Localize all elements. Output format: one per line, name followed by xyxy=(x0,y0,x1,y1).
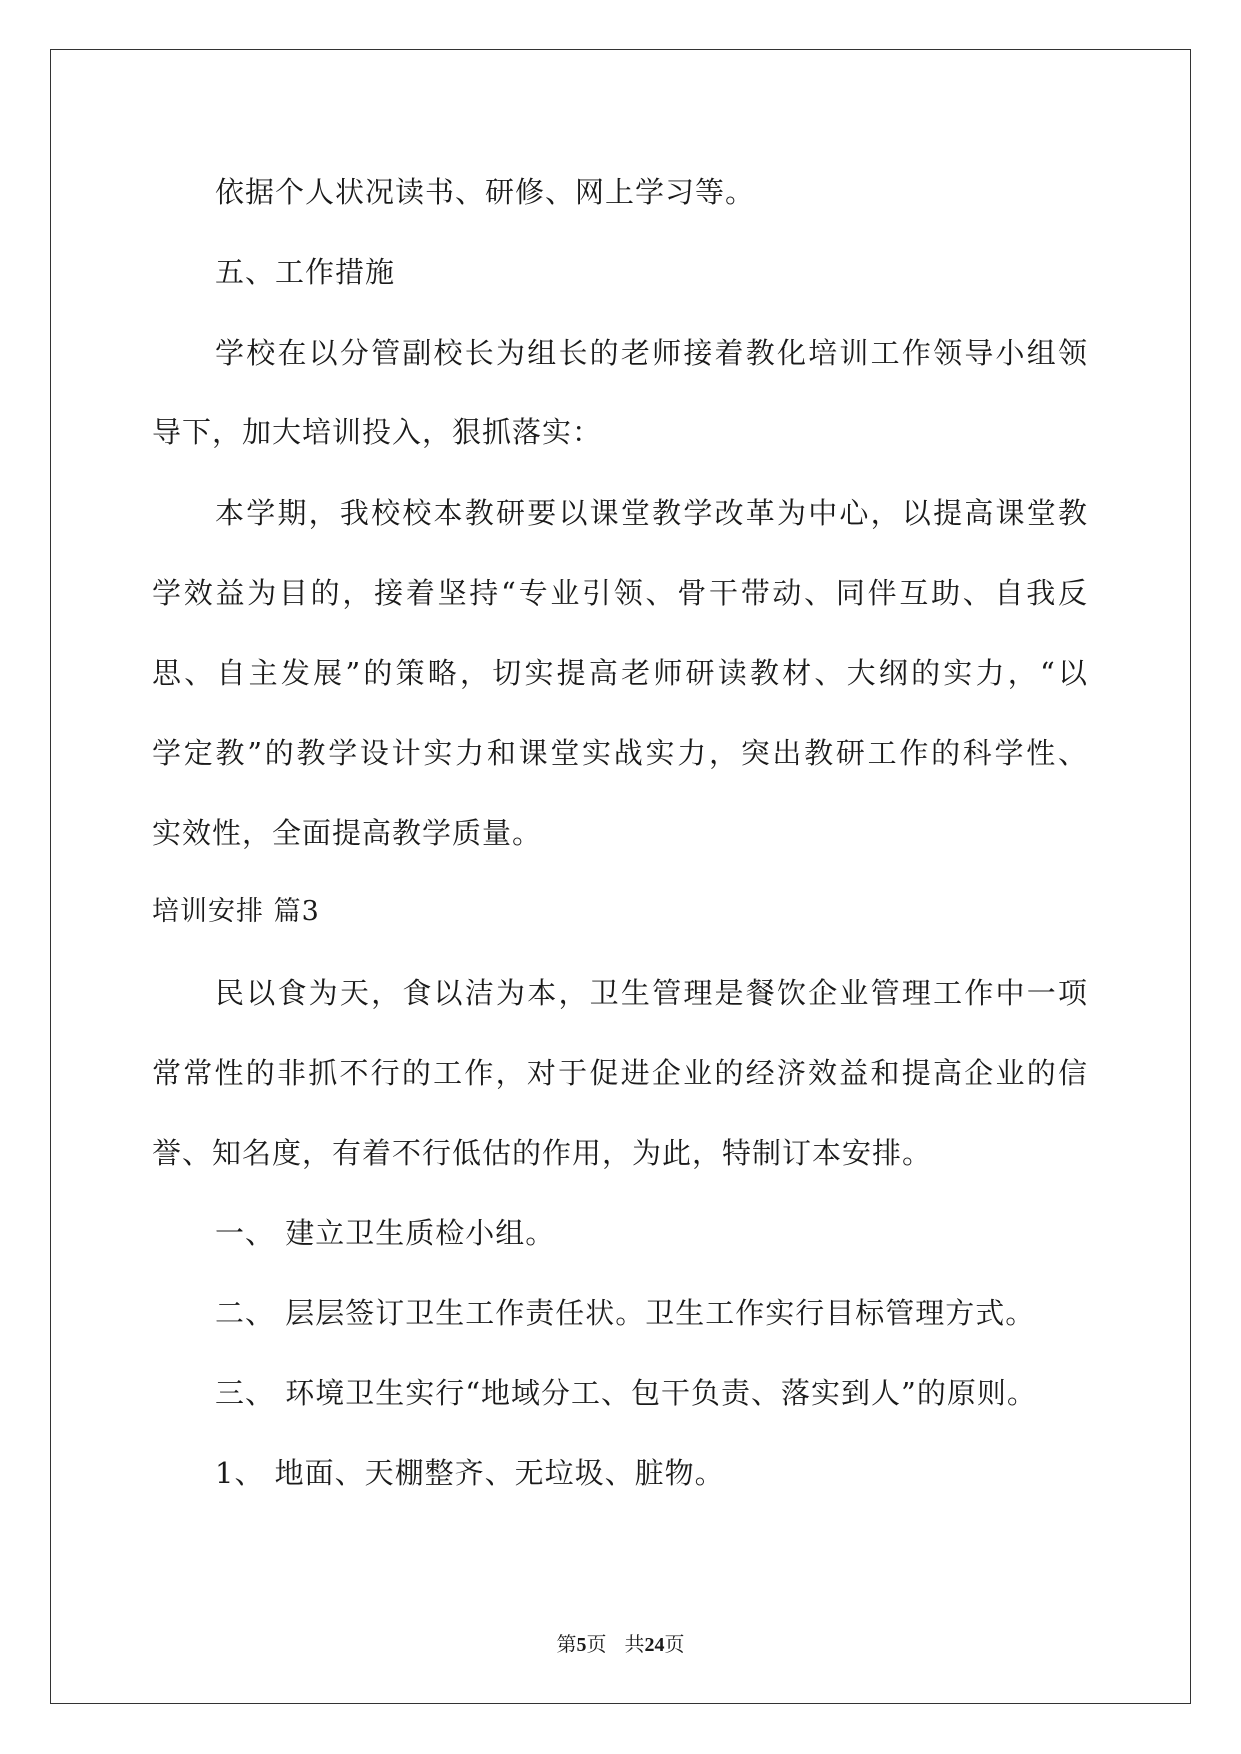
page-footer xyxy=(0,1632,1241,1658)
paragraph-line: 本学期，我校校本教研要以课堂教学改革为中心，以提高课堂教 xyxy=(215,496,1088,530)
paragraph-line: 学效益为目的，接着坚持“专业引领、骨干带动、同伴互助、自我反 xyxy=(152,576,1088,610)
paragraph-line: 学校在以分管副校长为组长的老师接着教化培训工作领导小组领 xyxy=(215,336,1088,370)
paragraph-line: 导下，加大培训投入，狠抓落实： xyxy=(152,415,603,449)
paragraph-line: 民以食为天，食以洁为本，卫生管理是餐饮企业管理工作中一项 xyxy=(215,976,1088,1010)
total-suffix: 页 xyxy=(664,1634,685,1656)
total-prefix: 共 xyxy=(624,1634,645,1656)
total-pages: 24 xyxy=(644,1634,665,1656)
paragraph-line: 常常性的非抓不行的工作，对于促进企业的经济效益和提高企业的信 xyxy=(152,1056,1088,1090)
paragraph-line: 思、自主发展”的策略，切实提高老师研读教材、大纲的实力，“以 xyxy=(152,656,1088,690)
page-number: 5 xyxy=(576,1634,587,1656)
list-item: 一、 建立卫生质检小组。 xyxy=(215,1216,556,1250)
list-item: 1、 地面、天棚整齐、无垃圾、脏物。 xyxy=(215,1456,725,1490)
list-item: 三、 环境卫生实行“地域分工、包干负责、落实到人”的原则。 xyxy=(215,1376,1037,1410)
page-prefix: 第 xyxy=(556,1634,577,1656)
section-heading: 五、工作措施 xyxy=(215,255,396,289)
paragraph-line: 学定教”的教学设计实力和课堂实战实力，突出教研工作的科学性、 xyxy=(152,736,1088,770)
paragraph-line: 依据个人状况读书、研修、网上学习等。 xyxy=(215,175,756,209)
list-item: 二、 层层签订卫生工作责任状。卫生工作实行目标管理方式。 xyxy=(215,1296,1036,1330)
paragraph-line: 实效性，全面提高教学质量。 xyxy=(152,816,543,850)
paragraph-line: 誉、知名度，有着不行低估的作用，为此，特制订本安排。 xyxy=(152,1136,933,1170)
article-heading: 培训安排 篇3 xyxy=(152,896,320,927)
page-suffix: 页 xyxy=(586,1634,607,1656)
